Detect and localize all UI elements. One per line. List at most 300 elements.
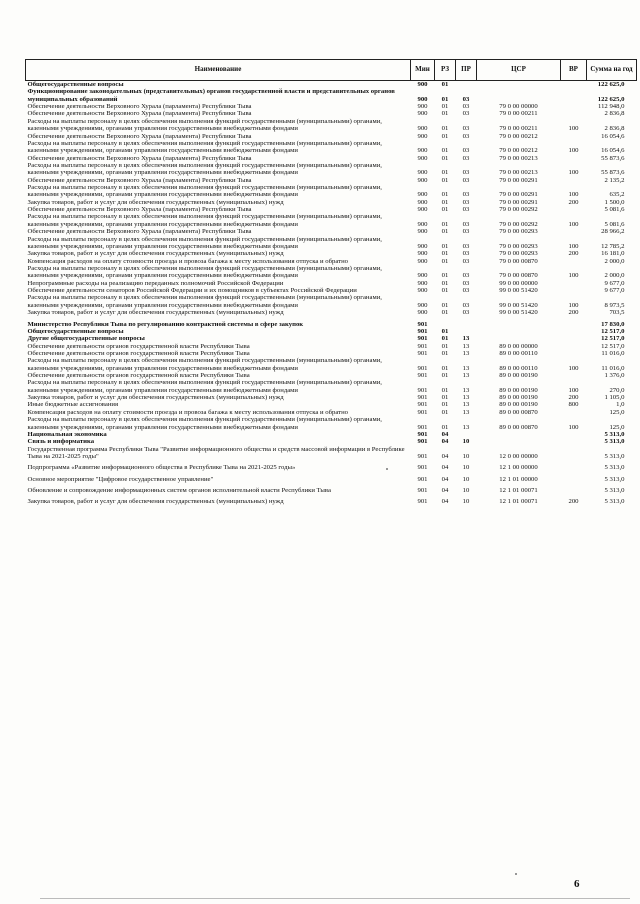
- cell-csr: 79 0 00 00292: [499, 206, 538, 214]
- cell-vr: 100: [568, 220, 579, 228]
- cell-sum: 16 054,6: [601, 147, 625, 155]
- cell-vr: [561, 483, 587, 494]
- cell-min: 901: [417, 372, 428, 380]
- cell-min: 901: [417, 349, 428, 357]
- cell-rz: 04: [441, 475, 449, 483]
- cell-sum: 28 966,2: [601, 228, 625, 236]
- cell-pr: 03: [462, 309, 470, 317]
- cell-pr: 10: [462, 475, 470, 483]
- cell-rz: 01: [441, 147, 449, 155]
- table-row: [26, 438, 637, 445]
- cell-csr: 99 0 00 51420: [499, 287, 538, 295]
- cell-name: Национальная экономика: [27, 430, 107, 438]
- cell-vr: 100: [568, 242, 579, 250]
- cell-sum: 125,0: [609, 408, 625, 416]
- cell-min: 901: [417, 452, 428, 460]
- cell-name: Министерство Республики Тыва по регулированию контрактной системы в сфере закупок: [27, 320, 304, 328]
- cell-name: Закупка товаров, работ и услуг для обеспечения государственных (муниципальных) нужд: [27, 394, 284, 402]
- table-row: [26, 494, 637, 505]
- cell-sum: 2 836,8: [604, 110, 625, 118]
- cell-min: 900: [417, 154, 428, 162]
- cell-pr: 13: [462, 342, 470, 350]
- cell-vr: 100: [568, 272, 579, 280]
- cell-vr: [561, 280, 587, 287]
- cell-min: 901: [417, 394, 428, 402]
- cell-min: 901: [417, 342, 428, 350]
- table-row: [26, 118, 637, 133]
- cell-sum: 5 313,0: [604, 452, 625, 460]
- cell-vr: 200: [568, 394, 579, 402]
- cell-min: 901: [417, 327, 428, 335]
- cell-sum: 5 313,0: [604, 487, 625, 495]
- cell-rz: 01: [441, 242, 449, 250]
- page-number: 6: [574, 878, 580, 890]
- cell-vr: [561, 206, 587, 213]
- cell-pr: [456, 431, 477, 438]
- cell-csr: 79 0 00 00211: [499, 110, 538, 118]
- cell-name: Обеспечение деятельности сенаторов Российской Федерации и их помощников в субъектах Российской Федерации: [27, 287, 357, 295]
- cell-name: Связь и информатика: [27, 438, 95, 446]
- cell-csr: 89 0 00 00110: [499, 349, 538, 357]
- cell-csr: [477, 328, 561, 335]
- cell-csr: 12 1 01 00000: [499, 475, 538, 483]
- cell-rz: 01: [441, 287, 449, 295]
- cell-name: Общегосударственные вопросы: [27, 81, 124, 88]
- table-row: [26, 177, 637, 184]
- cell-name: Обеспечение деятельности органов государственной власти Республики Тыва: [27, 342, 250, 350]
- table-row: [26, 236, 637, 251]
- cell-pr: 03: [462, 279, 470, 287]
- cell-vr: [561, 317, 587, 328]
- cell-min: 900: [417, 250, 428, 258]
- table-row: [26, 483, 637, 494]
- cell-sum: 635,2: [609, 191, 625, 199]
- cell-csr: 79 0 00 00292: [499, 220, 538, 228]
- header-rz: РЗ: [435, 60, 456, 81]
- cell-rz: 04: [441, 438, 449, 446]
- cell-pr: 03: [462, 250, 470, 258]
- cell-name: Обеспечение деятельности Верховного Хурала (парламента) Республики Тыва: [27, 132, 252, 140]
- cell-min: 900: [417, 287, 428, 295]
- table-row: [26, 287, 637, 294]
- cell-rz: 01: [441, 272, 449, 280]
- table-row: [26, 328, 637, 335]
- cell-name: Общегосударственные вопросы: [27, 327, 124, 335]
- cell-min: 900: [417, 228, 428, 236]
- cell-vr: [561, 472, 587, 483]
- table-row: [26, 431, 637, 438]
- cell-pr: 03: [462, 257, 470, 265]
- cell-rz: 01: [441, 132, 449, 140]
- table-row: [26, 357, 637, 372]
- cell-pr: 03: [462, 125, 470, 133]
- cell-rz: 01: [441, 364, 449, 372]
- cell-vr: [561, 155, 587, 162]
- cell-pr: 13: [462, 408, 470, 416]
- cell-name: Расходы на выплаты персоналу в целях обеспечения выполнения функций государственными (муниципальными) органами, казенными учреждениями, органами управления государственными внебюджетными фондами: [27, 161, 382, 177]
- cell-name: Расходы на выплаты персоналу в целях обеспечения выполнения функций государственными (муниципальными) органами, казенными учреждениями, органами управления государственными внебюджетными фондами: [27, 184, 382, 199]
- cell-min: 900: [417, 81, 428, 88]
- cell-pr: 10: [462, 487, 470, 495]
- cell-pr: 10: [462, 452, 470, 460]
- cell-csr: 89 0 00 00190: [499, 386, 538, 394]
- cell-min: 901: [417, 438, 428, 446]
- cell-csr: [477, 335, 561, 342]
- cell-rz: 01: [441, 95, 449, 103]
- budget-table: [25, 59, 637, 506]
- cell-csr: 79 0 00 00293: [499, 250, 538, 258]
- cell-rz: 04: [441, 487, 449, 495]
- cell-sum: 17 830,0: [601, 320, 625, 328]
- cell-rz: 01: [441, 103, 449, 111]
- cell-rz: 04: [441, 452, 449, 460]
- cell-name: Закупка товаров, работ и услуг для обеспечения государственных (муниципальных) нужд: [27, 198, 284, 206]
- cell-vr: 100: [568, 191, 579, 199]
- cell-vr: 100: [568, 386, 579, 394]
- cell-csr: 89 0 00 00870: [499, 408, 538, 416]
- cell-min: 901: [417, 487, 428, 495]
- cell-rz: 01: [441, 335, 449, 343]
- cell-pr: 03: [462, 103, 470, 111]
- cell-sum: 2 135,2: [604, 176, 625, 184]
- cell-min: 900: [417, 110, 428, 118]
- cell-min: 901: [417, 320, 428, 328]
- cell-pr: 10: [462, 464, 470, 472]
- cell-rz: 01: [441, 81, 449, 88]
- cell-sum: 5 313,0: [604, 438, 625, 446]
- cell-rz: 01: [441, 401, 449, 409]
- cell-csr: 79 0 00 00212: [499, 147, 538, 155]
- page-edge-line: [40, 898, 630, 899]
- cell-sum: 12 785,2: [601, 242, 625, 250]
- cell-csr: [477, 431, 561, 438]
- cell-name: Основное мероприятие "Цифровое государственное управление": [27, 475, 214, 483]
- cell-name: Функционирование законодательных (представительных) органов государственной власти и представительных органов муниципальных образований: [27, 88, 395, 103]
- cell-sum: 5 313,0: [604, 498, 625, 506]
- cell-csr: 99 0 00 00000: [499, 279, 538, 287]
- cell-name: Расходы на выплаты персоналу в целях обеспечения выполнения функций государственными (муниципальными) органами, казенными учреждениями, органами управления государственными внебюджетными фондами: [27, 379, 382, 394]
- cell-pr: 13: [462, 364, 470, 372]
- table-row: [26, 472, 637, 483]
- cell-min: 900: [417, 279, 428, 287]
- cell-pr: 03: [462, 242, 470, 250]
- cell-pr: 03: [462, 191, 470, 199]
- cell-pr: 03: [462, 110, 470, 118]
- cell-pr: 13: [462, 401, 470, 409]
- cell-sum: 9 677,0: [604, 287, 625, 295]
- cell-csr: 12 1 01 00071: [499, 498, 538, 506]
- cell-sum: 12 517,0: [601, 327, 625, 335]
- cell-rz: 01: [441, 169, 449, 177]
- cell-csr: 89 0 00 00190: [499, 401, 538, 409]
- cell-name: Обеспечение деятельности органов государственной власти Республики Тыва: [27, 349, 250, 357]
- cell-csr: 79 0 00 00213: [499, 154, 538, 162]
- cell-min: 900: [417, 309, 428, 317]
- cell-vr: 800: [568, 401, 579, 409]
- cell-sum: 703,5: [609, 309, 625, 317]
- cell-name: Компенсация расходов на оплату стоимости проезда и провоза багажа к месту использования отпуска и обратно: [27, 408, 349, 416]
- cell-csr: 89 0 00 00190: [499, 372, 538, 380]
- scan-speck: [386, 468, 388, 470]
- cell-rz: 01: [441, 198, 449, 206]
- cell-rz: 01: [441, 423, 449, 431]
- cell-vr: 100: [568, 423, 579, 431]
- cell-min: 900: [417, 220, 428, 228]
- table-row: [26, 401, 637, 408]
- cell-csr: 79 0 00 00212: [499, 132, 538, 140]
- cell-min: 900: [417, 125, 428, 133]
- cell-vr: [561, 287, 587, 294]
- cell-pr: 10: [462, 498, 470, 506]
- cell-csr: 79 0 00 00291: [499, 176, 538, 184]
- cell-name: Расходы на выплаты персоналу в целях обеспечения выполнения функций государственными (муниципальными) органами, казенными учреждениями, органами управления государственными внебюджетными фондами: [27, 139, 382, 155]
- cell-csr: 89 0 00 00190: [499, 394, 538, 402]
- cell-sum: 5 081,6: [604, 206, 625, 214]
- cell-name: Расходы на выплаты персоналу в целях обеспечения выполнения функций государственными (муниципальными) органами, казенными учреждениями, органами управления государственными внебюджетными фондами: [27, 264, 382, 280]
- cell-rz: 01: [441, 327, 449, 335]
- cell-min: 900: [417, 103, 428, 111]
- cell-sum: 12 517,0: [601, 335, 625, 343]
- table-header: [26, 60, 637, 81]
- cell-rz: [435, 317, 456, 328]
- cell-sum: 2 000,0: [604, 272, 625, 280]
- cell-name: Иные бюджетные ассигнования: [27, 401, 119, 409]
- cell-vr: [561, 228, 587, 235]
- cell-csr: 79 0 00 00211: [499, 125, 538, 133]
- table-row: [26, 446, 637, 461]
- cell-vr: [561, 438, 587, 445]
- cell-pr: 03: [462, 301, 470, 309]
- cell-name: Закупка товаров, работ и услуг для обеспечения государственных (муниципальных) нужд: [27, 498, 284, 506]
- cell-vr: [561, 460, 587, 471]
- cell-min: 901: [417, 475, 428, 483]
- cell-csr: [477, 88, 561, 103]
- cell-csr: 89 0 00 00000: [499, 342, 538, 350]
- table-row: [26, 140, 637, 155]
- cell-csr: 79 0 00 00000: [499, 103, 538, 111]
- cell-pr: 03: [462, 95, 470, 103]
- cell-csr: 79 0 00 00293: [499, 228, 538, 236]
- cell-pr: 03: [462, 154, 470, 162]
- cell-min: 901: [417, 498, 428, 506]
- table-row: [26, 228, 637, 235]
- cell-name: Обеспечение деятельности Верховного Хурала (парламента) Республики Тыва: [27, 228, 252, 236]
- cell-rz: 04: [441, 464, 449, 472]
- cell-vr: [561, 343, 587, 350]
- cell-sum: 1 105,0: [604, 394, 625, 402]
- cell-rz: 01: [441, 394, 449, 402]
- cell-min: 901: [417, 335, 428, 343]
- cell-csr: 99 0 00 51420: [499, 301, 538, 309]
- cell-rz: 01: [441, 176, 449, 184]
- cell-name: Расходы на выплаты персоналу в целях обеспечения выполнения функций государственными (муниципальными) органами, казенными учреждениями, органами управления государственными внебюджетными фондами: [27, 117, 382, 133]
- table-row: [26, 350, 637, 357]
- cell-rz: 01: [441, 191, 449, 199]
- cell-sum: 9 677,0: [604, 279, 625, 287]
- cell-sum: 11 016,0: [601, 349, 625, 357]
- cell-vr: [561, 446, 587, 461]
- cell-csr: [477, 317, 561, 328]
- cell-csr: 79 0 00 00870: [499, 257, 538, 265]
- cell-sum: 5 081,6: [604, 220, 625, 228]
- cell-vr: [561, 110, 587, 117]
- cell-pr: 03: [462, 206, 470, 214]
- cell-csr: 79 0 00 00870: [499, 272, 538, 280]
- header-min: Мин: [411, 60, 435, 81]
- cell-vr: 200: [568, 250, 579, 258]
- table-row: [26, 103, 637, 110]
- cell-min: 900: [417, 272, 428, 280]
- cell-min: 901: [417, 423, 428, 431]
- cell-min: 900: [417, 301, 428, 309]
- cell-min: 900: [417, 198, 428, 206]
- cell-rz: 01: [441, 349, 449, 357]
- cell-vr: 200: [568, 309, 579, 317]
- cell-sum: 12 517,0: [601, 342, 625, 350]
- cell-rz: 01: [441, 301, 449, 309]
- cell-csr: 12 1 01 00071: [499, 487, 538, 495]
- cell-min: 901: [417, 430, 428, 438]
- cell-rz: 01: [441, 386, 449, 394]
- cell-csr: 89 0 00 00870: [499, 423, 538, 431]
- table-row: [26, 110, 637, 117]
- cell-vr: [561, 81, 587, 89]
- cell-name: Обновление и сопровождение информационных систем органов исполнительной власти Республики Тыва: [27, 487, 331, 495]
- cell-name: Обеспечение деятельности Верховного Хурала (парламента) Республики Тыва: [27, 110, 252, 118]
- cell-vr: 100: [568, 301, 579, 309]
- cell-min: 900: [417, 169, 428, 177]
- cell-csr: 12 0 00 00000: [499, 452, 538, 460]
- cell-name: Расходы на выплаты персоналу в целях обеспечения выполнения функций государственными (муниципальными) органами, казенными учреждениями, органами управления государственными внебюджетными фондами: [27, 294, 382, 309]
- cell-name: Расходы на выплаты персоналу в целях обеспечения выполнения функций государственными (муниципальными) органами, казенными учреждениями, органами управления государственными внебюджетными фондами: [27, 235, 382, 250]
- cell-sum: 1,0: [616, 401, 625, 409]
- cell-pr: 03: [462, 198, 470, 206]
- cell-rz: 01: [441, 154, 449, 162]
- cell-vr: [561, 133, 587, 140]
- cell-min: 901: [417, 464, 428, 472]
- cell-name: Обеспечение деятельности Верховного Хурала (парламента) Республики Тыва: [27, 154, 252, 162]
- cell-rz: 01: [441, 257, 449, 265]
- cell-name: Расходы на выплаты персоналу в целях обеспечения выполнения функций государственными (муниципальными) органами, казенными учреждениями, органами управления государственными внебюджетными фондами: [27, 416, 382, 431]
- cell-rz: 01: [441, 110, 449, 118]
- cell-vr: [561, 350, 587, 357]
- table-row: [26, 184, 637, 199]
- cell-vr: 100: [568, 364, 579, 372]
- cell-csr: 89 0 00 00110: [499, 364, 538, 372]
- cell-sum: 112 948,0: [597, 103, 625, 111]
- cell-name: Компенсация расходов на оплату стоимости проезда и провоза багажа к месту использования отпуска и обратно: [27, 257, 349, 265]
- cell-pr: 03: [462, 147, 470, 155]
- cell-pr: 03: [462, 176, 470, 184]
- cell-rz: 01: [441, 228, 449, 236]
- cell-rz: 01: [441, 250, 449, 258]
- cell-rz: 04: [441, 430, 449, 438]
- table-row: [26, 133, 637, 140]
- cell-sum: 5 313,0: [604, 475, 625, 483]
- cell-vr: [561, 409, 587, 416]
- header-name: Наименование: [26, 60, 411, 81]
- cell-rz: 01: [441, 342, 449, 350]
- cell-csr: 79 0 00 00291: [499, 198, 538, 206]
- cell-pr: 10: [462, 438, 470, 446]
- table-row: [26, 280, 637, 287]
- cell-min: 900: [417, 95, 428, 103]
- cell-pr: 03: [462, 228, 470, 236]
- cell-min: 900: [417, 147, 428, 155]
- cell-name: Другие общегосударственные вопросы: [27, 335, 145, 343]
- cell-min: 900: [417, 257, 428, 265]
- cell-rz: 01: [441, 372, 449, 380]
- cell-name: Государственная программа Республики Тыва "Развитие информационного общества и средств массовой информации в Республике Тыва на 2021-2025 годы": [27, 445, 405, 460]
- cell-sum: 5 313,0: [604, 464, 625, 472]
- cell-sum: 122 625,0: [597, 95, 625, 103]
- cell-vr: [561, 431, 587, 438]
- cell-sum: 16 181,0: [601, 250, 625, 258]
- header-sum: Сумма на год: [587, 60, 637, 81]
- cell-pr: 13: [462, 386, 470, 394]
- cell-min: 900: [417, 176, 428, 184]
- cell-sum: 55 873,6: [601, 169, 625, 177]
- table-row: [26, 317, 637, 328]
- table-row: [26, 81, 637, 89]
- cell-vr: [561, 177, 587, 184]
- cell-rz: 01: [441, 206, 449, 214]
- cell-vr: 200: [568, 198, 579, 206]
- cell-pr: [456, 81, 477, 89]
- table-row: [26, 162, 637, 177]
- cell-sum: 1 500,0: [604, 198, 625, 206]
- cell-rz: 01: [441, 309, 449, 317]
- cell-rz: 01: [441, 408, 449, 416]
- cell-rz: 01: [441, 220, 449, 228]
- cell-vr: 200: [568, 498, 579, 506]
- cell-sum: 55 873,6: [601, 154, 625, 162]
- cell-pr: 13: [462, 335, 470, 343]
- cell-pr: 03: [462, 132, 470, 140]
- cell-name: Обеспечение деятельности органов государственной власти Республики Тыва: [27, 372, 250, 380]
- cell-name: Расходы на выплаты персоналу в целях обеспечения выполнения функций государственными (муниципальными) органами, казенными учреждениями, органами управления государственными внебюджетными фондами: [27, 357, 382, 372]
- cell-csr: 79 0 00 00213: [499, 169, 538, 177]
- scan-speck: [515, 873, 517, 875]
- cell-min: 901: [417, 408, 428, 416]
- cell-vr: 100: [568, 169, 579, 177]
- table-row: [26, 394, 637, 401]
- cell-name: Подпрограмма «Развитие информационного общества в Республике Тыва на 2021-2025 годы»: [27, 464, 296, 472]
- cell-csr: [477, 438, 561, 445]
- cell-name: Непрограммные расходы на реализацию переданных полномочий Российской Федерации: [27, 279, 284, 287]
- cell-csr: 99 0 00 51420: [499, 309, 538, 317]
- cell-name: Закупка товаров, работ и услуг для обеспечения государственных (муниципальных) нужд: [27, 309, 284, 317]
- cell-sum: 5 313,0: [604, 430, 625, 438]
- cell-vr: [561, 88, 587, 103]
- table-row: [26, 335, 637, 342]
- cell-min: 900: [417, 191, 428, 199]
- cell-min: 900: [417, 242, 428, 250]
- table-row: [26, 460, 637, 471]
- table-row: [26, 343, 637, 350]
- cell-vr: 100: [568, 147, 579, 155]
- table-row: [26, 372, 637, 379]
- table-row: [26, 409, 637, 416]
- cell-sum: 125,0: [609, 423, 625, 431]
- table-row: [26, 88, 637, 103]
- table-row: [26, 250, 637, 257]
- cell-sum: 122 625,0: [597, 81, 625, 88]
- cell-name: Обеспечение деятельности Верховного Хурала (парламента) Республики Тыва: [27, 206, 252, 214]
- cell-vr: [561, 335, 587, 342]
- cell-vr: 100: [568, 125, 579, 133]
- cell-sum: 2 000,0: [604, 257, 625, 265]
